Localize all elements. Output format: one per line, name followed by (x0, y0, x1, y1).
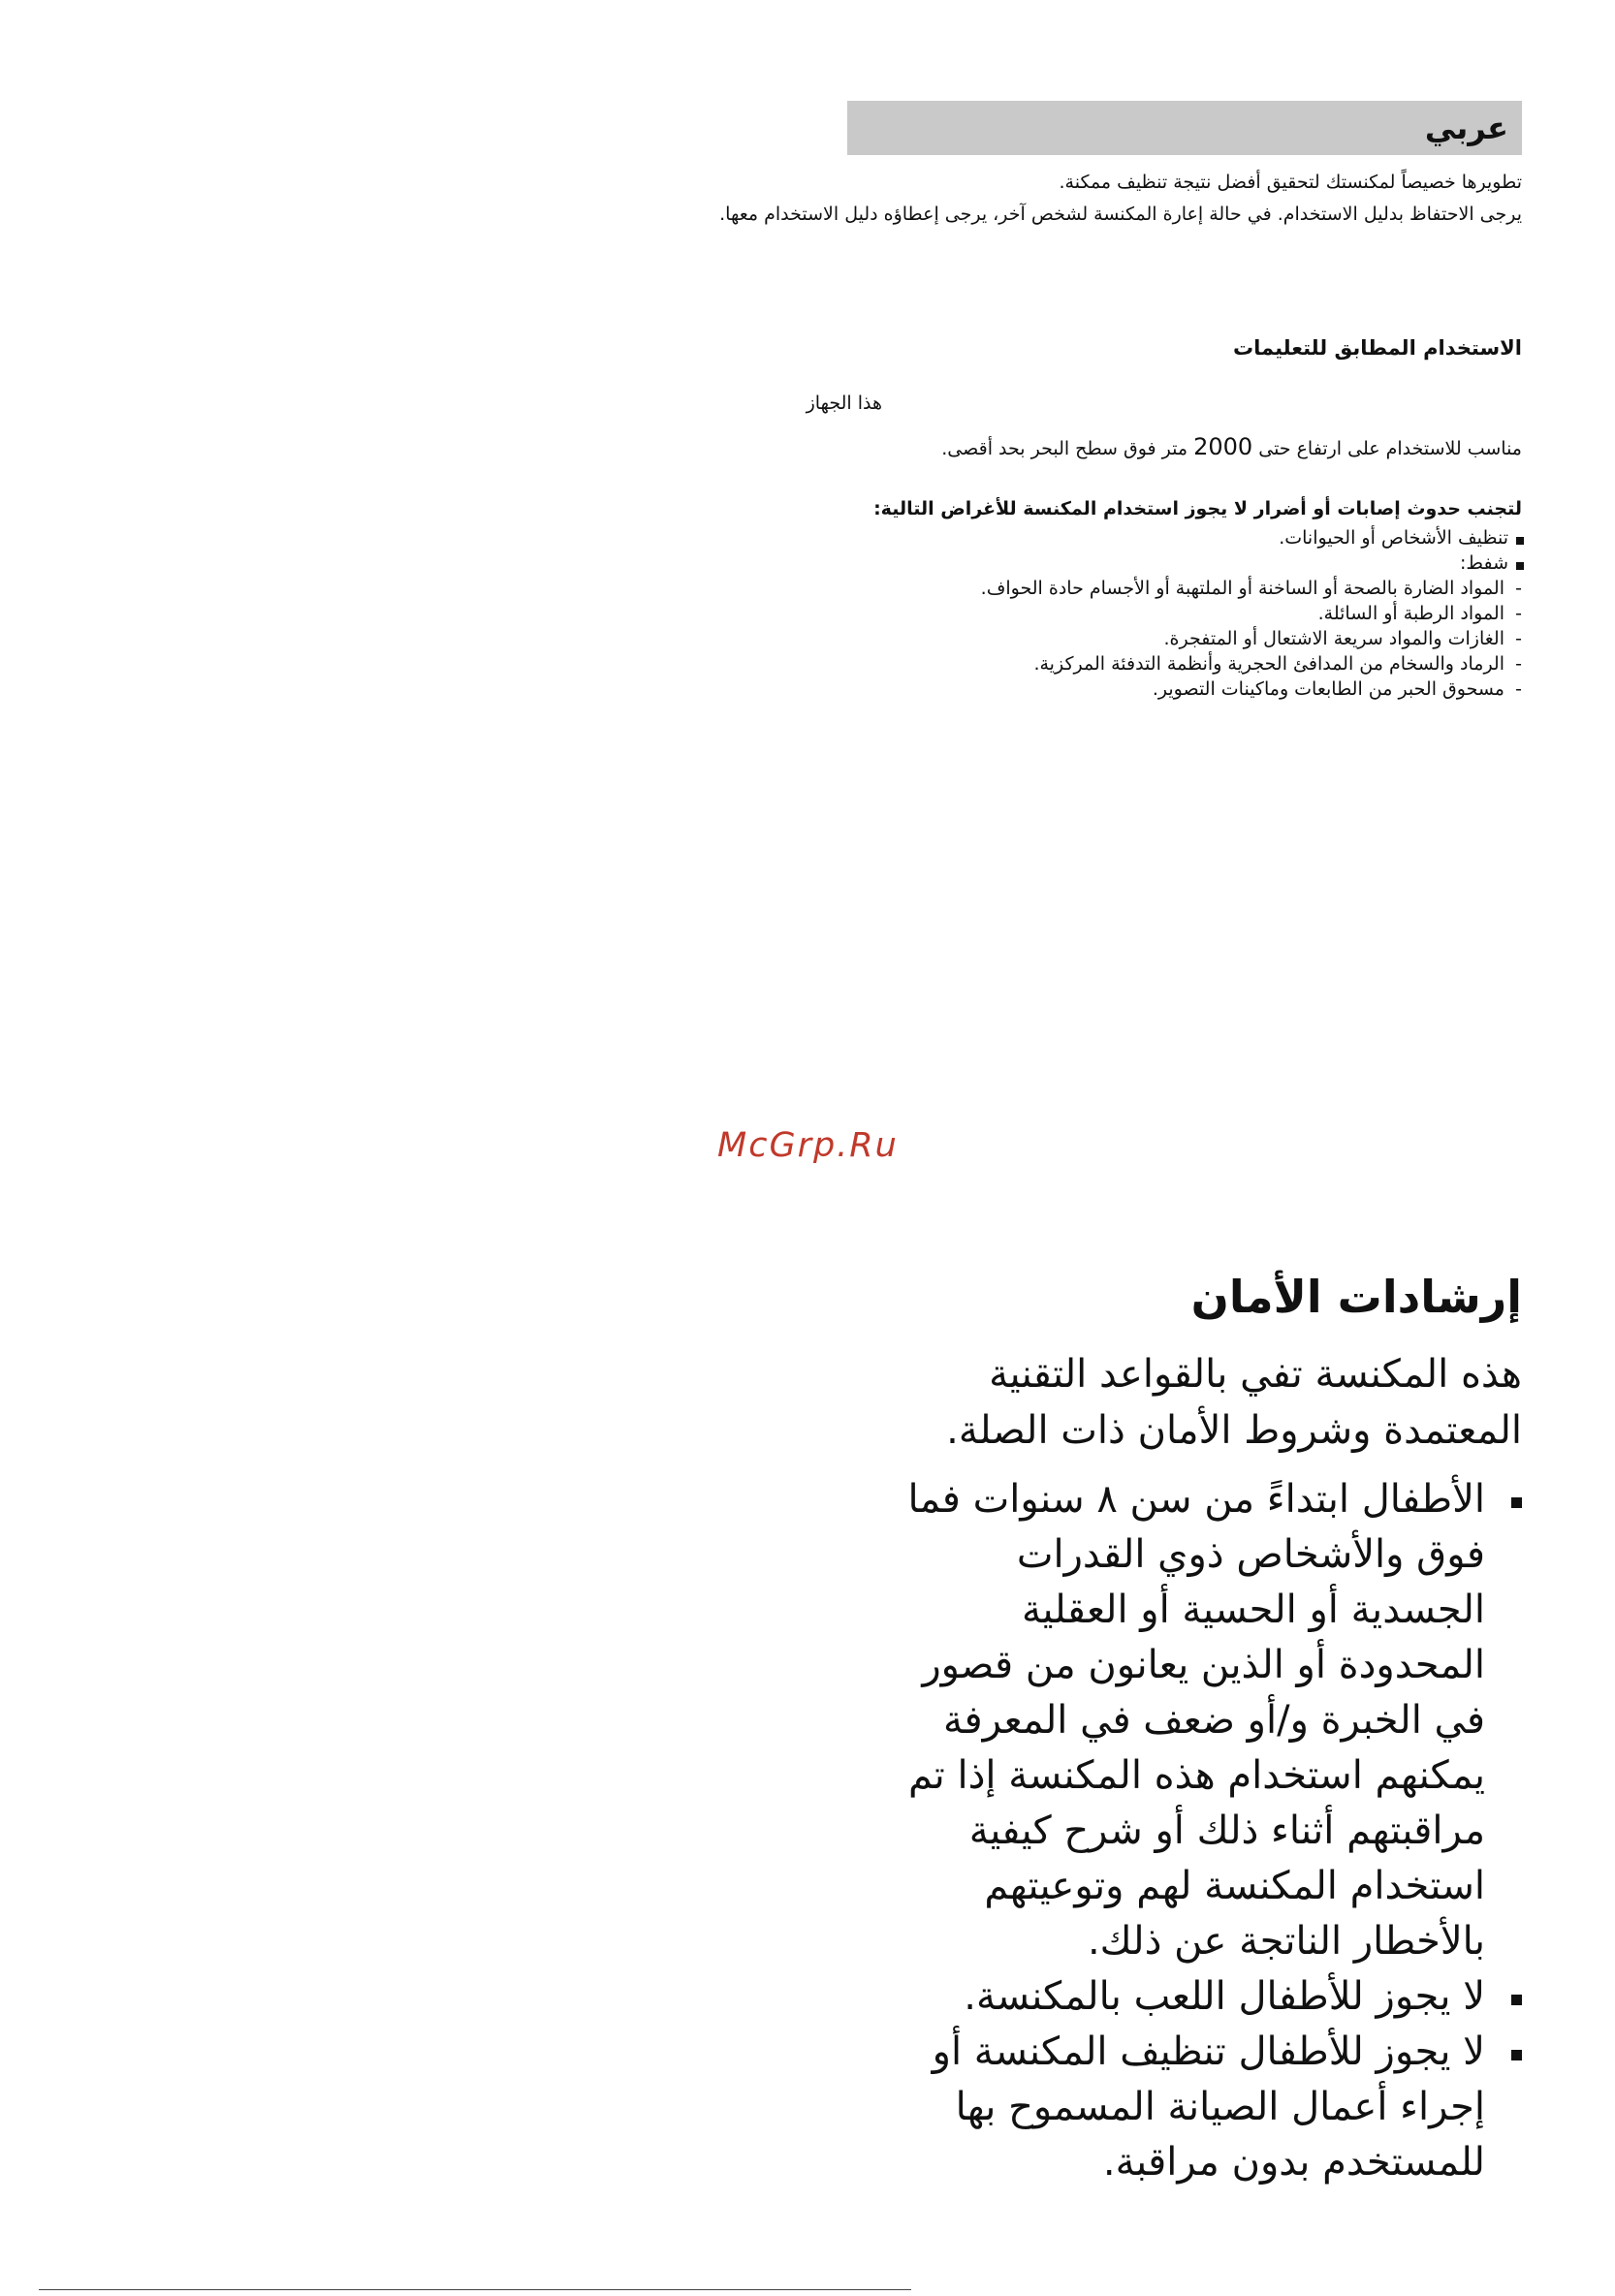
dash-bullet-icon: - (1515, 628, 1522, 649)
square-bullet-icon (1516, 537, 1524, 545)
dash-bullet-icon: - (1515, 603, 1522, 624)
safety-title: إرشادات الأمان (1190, 1271, 1522, 1323)
dash-bullet-icon: - (1515, 678, 1522, 700)
square-bullet-icon (1516, 562, 1524, 570)
prohibited-uses (693, 496, 1522, 702)
list-item-text: المواد الرطبة أو السائلة. (1317, 603, 1504, 624)
list-item (693, 525, 1522, 550)
list-item-text: لا يجوز للأطفال تنظيف المكنسة أو إجراء أعمال الصيانة المسموح بها للمستخدم بدون مراقبة. (932, 2029, 1485, 2185)
list-item (872, 1472, 1522, 1969)
prohibited-uses-list (693, 525, 1522, 576)
footer-divider (39, 2289, 911, 2290)
square-bullet-icon (1511, 2050, 1522, 2060)
altitude-text-pre: مناسب للاستخدام على ارتفاع حتى (1258, 438, 1522, 459)
list-item-text: شفط: (1460, 552, 1508, 574)
device-label: هذا الجهاز (806, 393, 882, 414)
list-item (872, 2025, 1522, 2190)
list-item (693, 601, 1522, 626)
suction-prohibited-list (693, 576, 1522, 702)
safety-intro: هذه المكنسة تفي بالقواعد التقنية المعتمدة وشروط الأمان ذات الصلة. (946, 1352, 1522, 1453)
dash-bullet-icon: - (1515, 578, 1522, 599)
altitude-statement (693, 432, 1522, 463)
list-item (693, 676, 1522, 702)
list-item-text: الأطفال ابتداءً من سن ٨ سنوات فما فوق والأشخاص ذوي القدرات الجسدية أو الحسية أو العقلية المحدودة أو الذين يعانون من قصور في الخبرة و/أو ضعف في المعرفة يمكنهم استخدام هذه المكنسة إذا تم مراقبتهم أثناء ذلك أو شرح كيفية استخدام المكنسة لهم وتوعيتهم بالأخطار الناتجة عن ذلك. (907, 1477, 1485, 1964)
square-bullet-icon (1511, 1497, 1522, 1508)
usage-heading: الاستخدام المطابق للتعليمات (1233, 336, 1522, 360)
list-item-text: الرماد والسخام من المدافئ الحجرية وأنظمة التدفئة المركزية. (1033, 653, 1504, 675)
intro-line: تطويرها خصيصاً لمكنستك لتحقيق أفضل نتيجة تنظيف ممكنة. (1059, 172, 1522, 193)
dash-bullet-icon: - (1515, 653, 1522, 675)
list-item-text: الغازات والمواد سريعة الاشتعال أو المتفجرة. (1163, 628, 1504, 649)
altitude-text-post: متر فوق سطح البحر بحد أقصى. (941, 438, 1188, 459)
square-bullet-icon (1511, 1995, 1522, 2005)
list-item (693, 550, 1522, 576)
list-item (693, 626, 1522, 651)
language-label: عربي (1424, 110, 1508, 146)
list-item (693, 651, 1522, 676)
list-item-text: لا يجوز للأطفال اللعب بالمكنسة. (964, 1974, 1485, 2019)
list-item-text: مسحوق الحبر من الطابعات وماكينات التصوير. (1152, 678, 1504, 700)
watermark: McGrp.Ru (717, 1126, 899, 1165)
prohibited-uses-heading: لتجنب حدوث إصابات أو أضرار لا يجوز استخدام المكنسة للأغراض التالية: (873, 498, 1522, 519)
safety-list (872, 1472, 1522, 2190)
altitude-value: 2000 (1193, 433, 1253, 460)
safety-section (872, 1265, 1522, 2190)
list-item (872, 1969, 1522, 2025)
intro-line: يرجى الاحتفاظ بدليل الاستخدام. في حالة إعارة المكنسة لشخص آخر، يرجى إعطاؤه دليل الاستخدام معها. (719, 204, 1522, 225)
list-item-text: تنظيف الأشخاص أو الحيوانات. (1279, 527, 1508, 549)
language-header (847, 101, 1522, 155)
intro-text (693, 167, 1522, 231)
list-item (693, 576, 1522, 601)
list-item-text: المواد الضارة بالصحة أو الساخنة أو الملتهبة أو الأجسام حادة الحواف. (980, 578, 1504, 599)
